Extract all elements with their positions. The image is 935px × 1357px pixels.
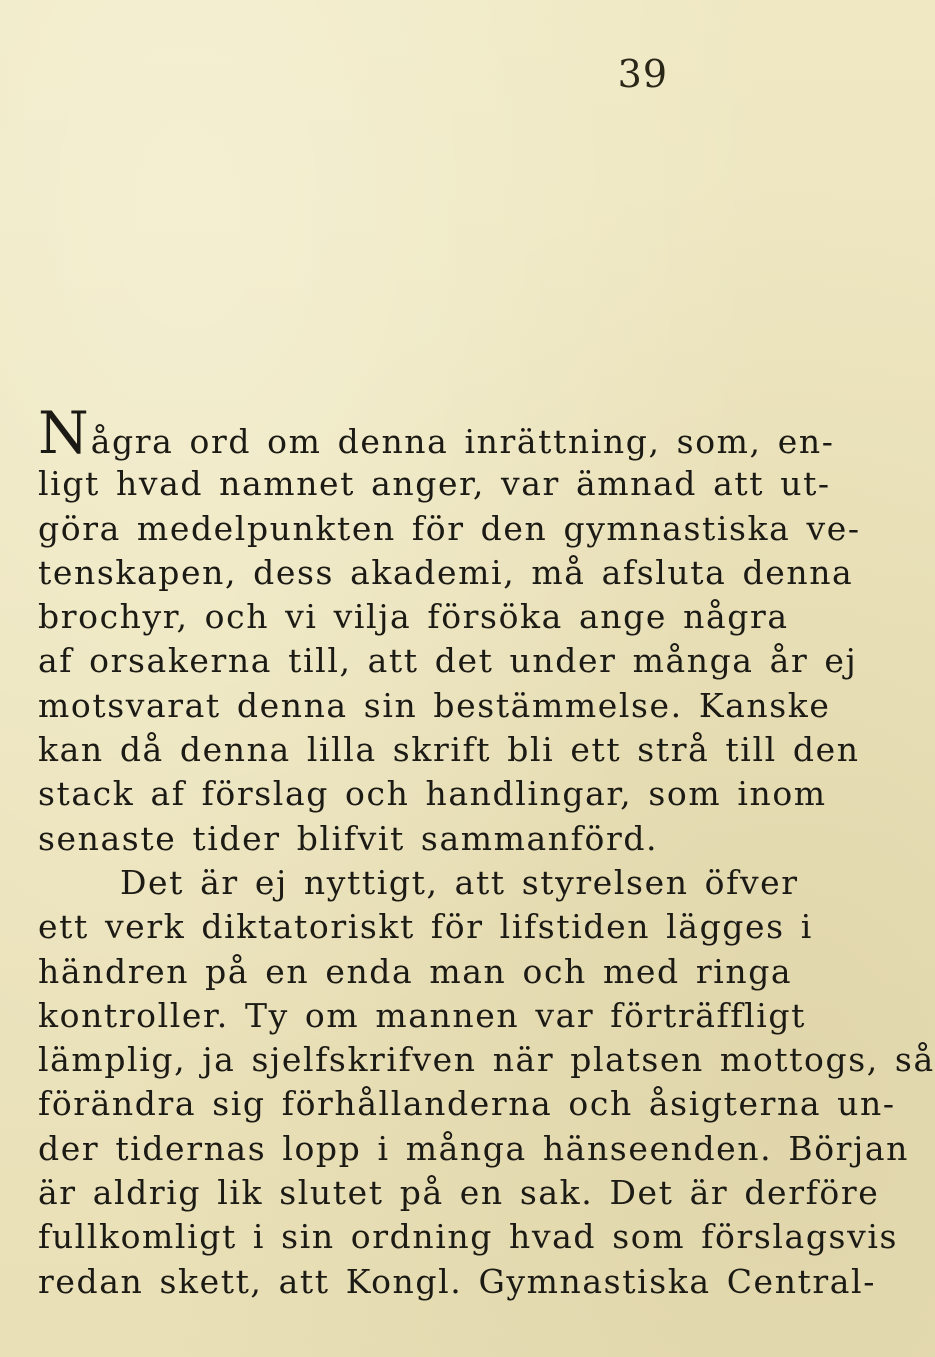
paragraph-2-line-6: förändra sig förhållanderna och åsigterna un-	[38, 1084, 896, 1124]
paragraph-2-line-1: Det är ej nyttigt, att styrelsen öfver	[120, 862, 799, 902]
paragraph-1-line-7: motsvarat denna sin bestämmelse. Kanske	[38, 685, 831, 725]
paragraph-1-line-3: göra medelpunkten för den gymnastiska ve-	[38, 508, 861, 548]
paragraph-2-line-5: lämplig, ja sjelfskrifven när platsen mottogs, så	[38, 1040, 935, 1080]
paragraph-1-line-1-text: ågra ord om denna inrättning, som, en-	[90, 422, 835, 461]
paragraph-1-line-8: kan då denna lilla skrift bli ett strå till den	[38, 730, 860, 770]
paragraph-2-line-4: kontroller. Ty om mannen var förträffligt	[38, 995, 806, 1035]
paragraph-1-line-6: af orsakerna till, att det under många år ej	[38, 641, 858, 681]
paragraph-1-line-5: brochyr, och vi vilja försöka ange några	[38, 597, 789, 637]
body-text	[38, 399, 935, 1304]
page-number: 39	[617, 52, 668, 96]
paragraph-1	[38, 399, 861, 861]
paragraph-2-line-9: fullkomligt i sin ordning hvad som förslagsvis	[38, 1217, 899, 1257]
paragraph-1-line-9: stack af förslag och handlingar, som inom	[38, 774, 827, 814]
paragraph-2-line-8: är aldrig lik slutet på en sak. Det är derföre	[38, 1173, 880, 1213]
paragraph-2-line-2: ett verk diktatoriskt för lifstiden lägges i	[38, 907, 813, 947]
paragraph-1-line-2: ligt hvad namnet anger, var ämnad att ut-	[38, 464, 831, 504]
paragraph-1-line-4: tenskapen, dess akademi, må afsluta denna	[38, 552, 854, 592]
paragraph-2-line-10: redan skett, att Kongl. Gymnastiska Central-	[38, 1261, 876, 1301]
paragraph-2-line-3: händren på en enda man och med ringa	[38, 951, 793, 991]
paragraph-2	[38, 861, 935, 1304]
paragraph-1-line-10: senaste tider blifvit sammanförd.	[38, 818, 659, 858]
paragraph-1-line-1	[38, 399, 835, 467]
drop-cap: N	[38, 399, 89, 467]
paragraph-2-line-7: der tidernas lopp i många hänseenden. Början	[38, 1128, 909, 1168]
